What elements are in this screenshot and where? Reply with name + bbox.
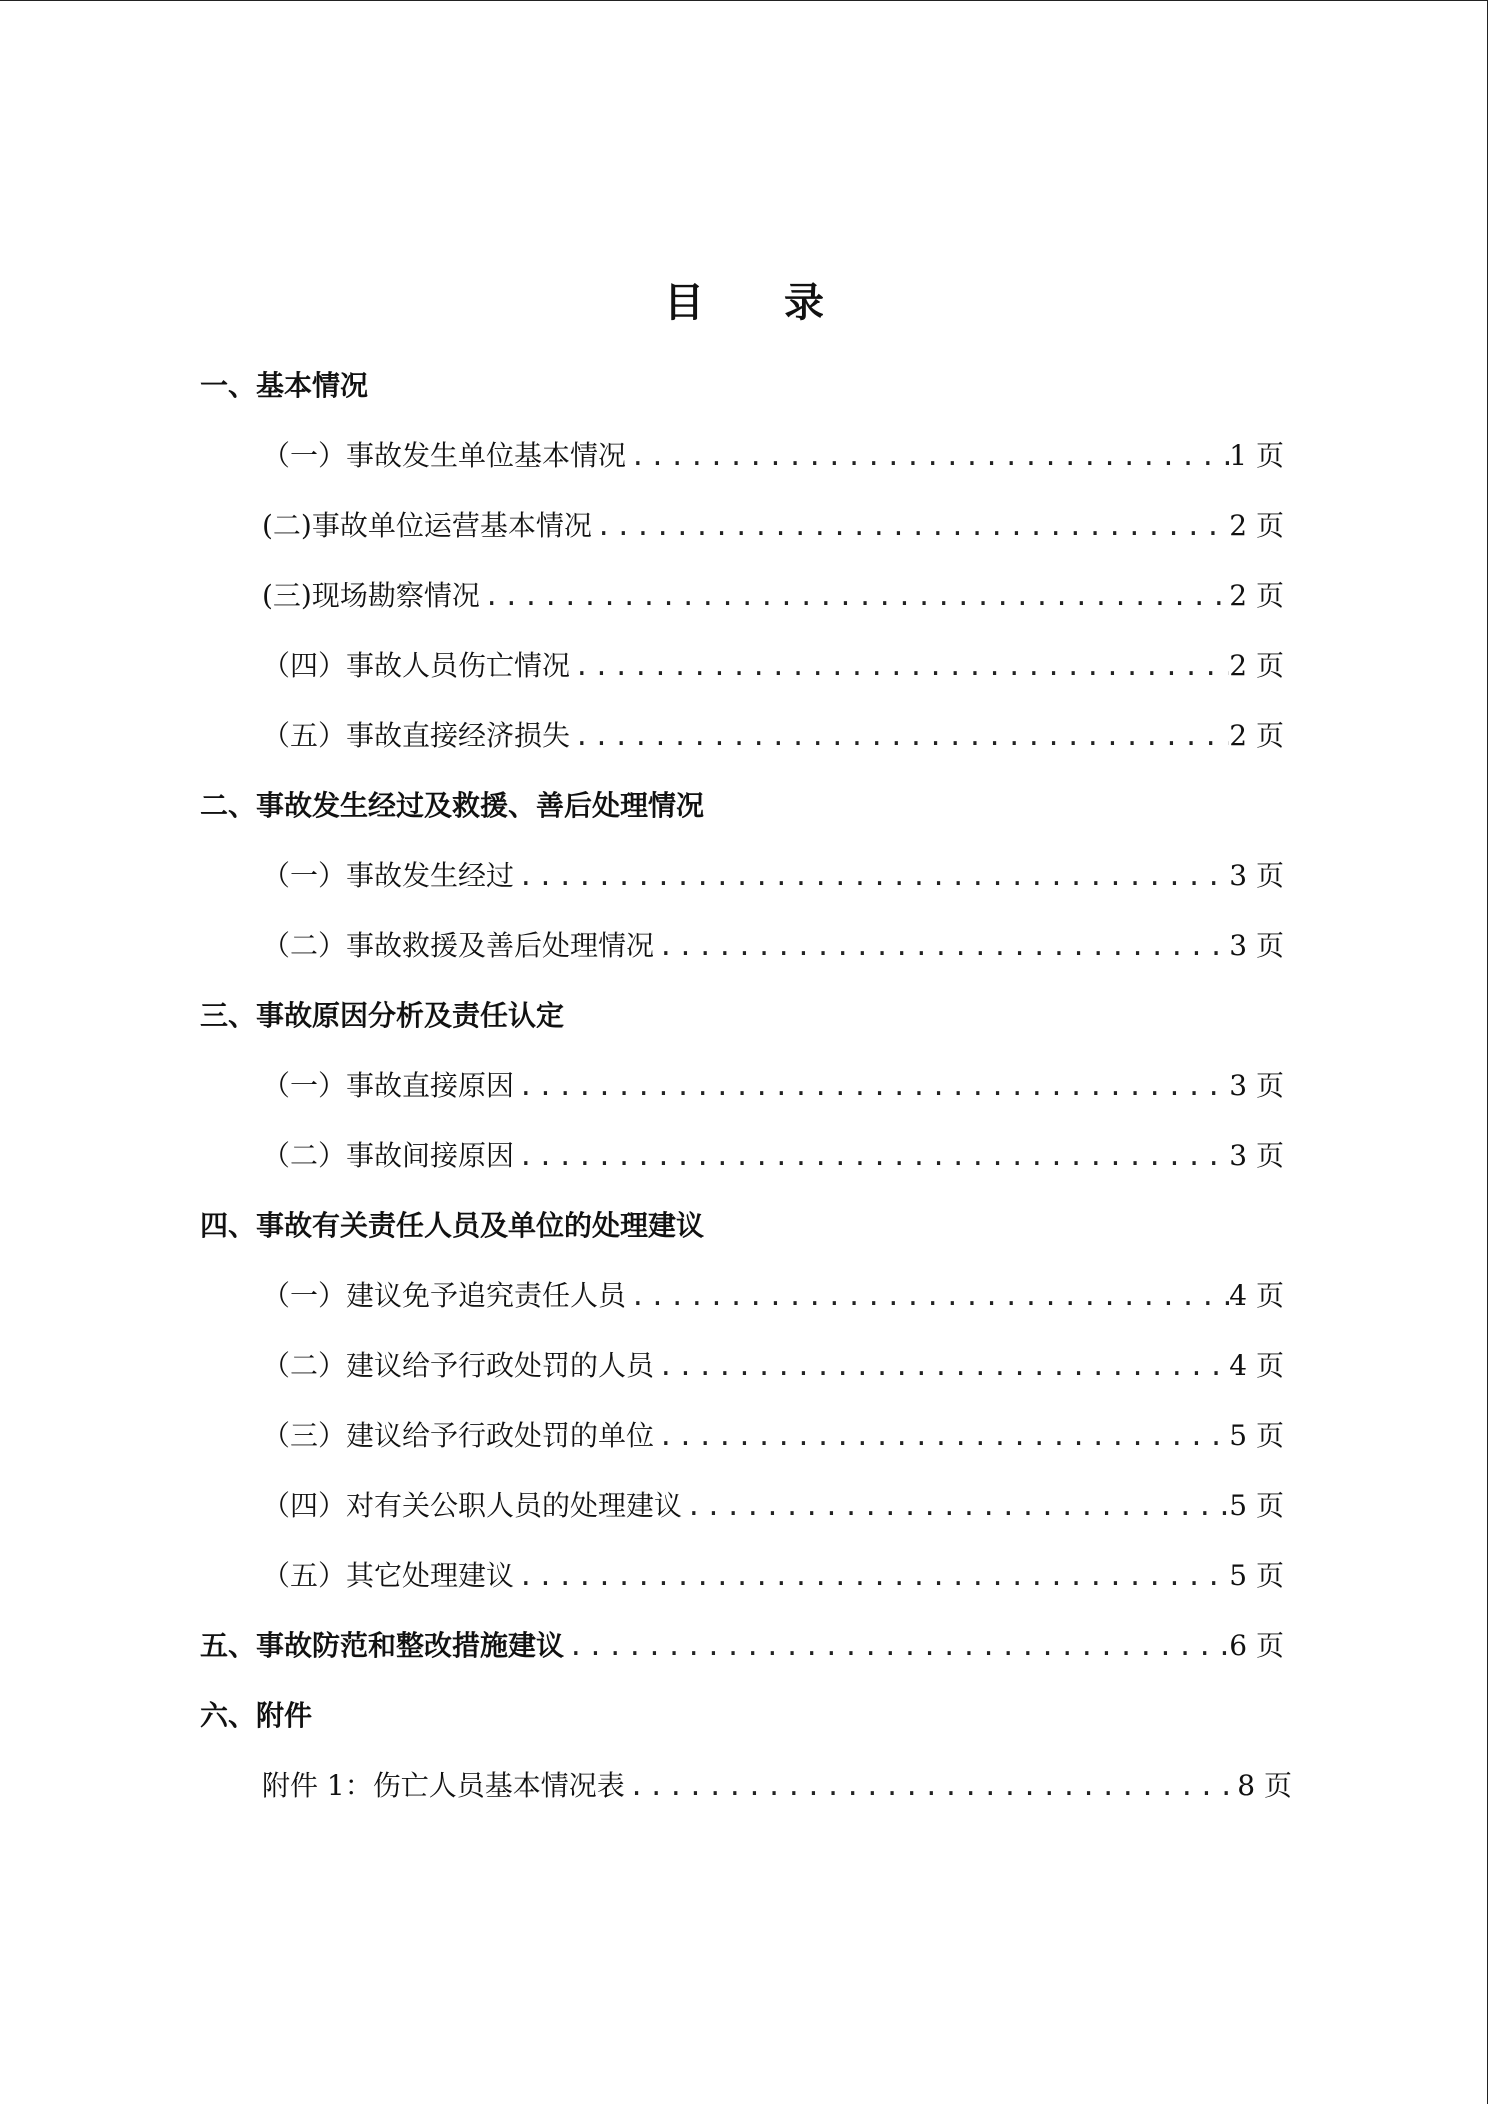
toc-page-number: 5 页: [1229, 1559, 1284, 1592]
toc-page-number: 5 页: [1229, 1419, 1284, 1452]
toc-entry-label: （二）建议给予行政处罚的人员: [262, 1349, 655, 1382]
toc-page-number: 2 页: [1229, 579, 1284, 612]
toc-entry[interactable]: [262, 1481, 1284, 1531]
toc-entry-label: （一）事故直接原因: [262, 1069, 515, 1102]
toc-leader-dots: [514, 1132, 1229, 1182]
toc-leader-dots: [480, 572, 1229, 622]
toc-heading-3[interactable]: [200, 991, 564, 1041]
toc-leader-dots: [682, 1482, 1229, 1532]
toc-entry[interactable]: [262, 711, 1284, 761]
toc-page-number: 2 页: [1229, 649, 1284, 682]
toc-heading-5[interactable]: [200, 1621, 1284, 1671]
toc-leader-dots: [564, 1622, 1229, 1672]
toc-entry-label: 附件 1：伤亡人员基本情况表: [262, 1769, 625, 1802]
toc-leader-dots: [514, 1062, 1229, 1112]
toc-heading-1[interactable]: [200, 361, 368, 411]
toc-leader-dots: [592, 502, 1229, 552]
toc-page-number: 1 页: [1229, 439, 1284, 472]
toc-heading-label: 一、基本情况: [200, 369, 369, 402]
toc-entry-label: （五）事故直接经济损失: [262, 719, 571, 752]
toc-page-number: 2 页: [1229, 509, 1284, 542]
toc-entry[interactable]: [262, 571, 1284, 621]
toc-entry-label: (二)事故单位运营基本情况: [262, 509, 592, 542]
toc-leader-dots: [625, 1762, 1238, 1812]
toc-page-number: 2 页: [1229, 719, 1284, 752]
toc-entry-label: （三）建议给予行政处罚的单位: [262, 1419, 655, 1452]
toc-entry[interactable]: [262, 1411, 1284, 1461]
toc-leader-dots: [626, 432, 1229, 482]
toc-entry-label: （一）事故发生单位基本情况: [262, 439, 627, 472]
toc-leader-dots: [570, 712, 1229, 762]
toc-page-number: 3 页: [1229, 929, 1284, 962]
toc-entry-label: （二）事故间接原因: [262, 1139, 515, 1172]
toc-page-number: 6 页: [1229, 1629, 1284, 1662]
toc-entry-label: (三)现场勘察情况: [262, 579, 480, 612]
toc-entry[interactable]: [262, 1061, 1284, 1111]
toc-entry-label: （四）对有关公职人员的处理建议: [262, 1489, 683, 1522]
toc-title-right: 录: [784, 280, 824, 326]
toc-title-left: 目: [664, 280, 704, 326]
toc-heading-label: 三、事故原因分析及责任认定: [200, 999, 565, 1032]
toc-entry-label: （五）其它处理建议: [262, 1559, 515, 1592]
toc-heading-4[interactable]: [200, 1201, 704, 1251]
toc-entry[interactable]: [262, 921, 1284, 971]
toc-leader-dots: [514, 1552, 1229, 1602]
toc-page-number: 4 页: [1229, 1279, 1284, 1312]
toc-page-number: 3 页: [1229, 1139, 1284, 1172]
toc-leader-dots: [654, 922, 1229, 972]
toc-leader-dots: [626, 1272, 1229, 1322]
toc-page-number: 3 页: [1229, 1069, 1284, 1102]
toc-entry[interactable]: [262, 431, 1284, 481]
toc-entry[interactable]: [262, 501, 1284, 551]
toc-leader-dots: [570, 642, 1229, 692]
toc-page-number: 4 页: [1229, 1349, 1284, 1382]
toc-leader-dots: [654, 1342, 1229, 1392]
toc-page-number: 3 页: [1229, 859, 1284, 892]
toc-heading-2[interactable]: [200, 781, 704, 831]
toc-entry[interactable]: [262, 851, 1284, 901]
toc-entry-label: （二）事故救援及善后处理情况: [262, 929, 655, 962]
toc-entry[interactable]: [262, 1131, 1284, 1181]
toc-entry[interactable]: [262, 1341, 1284, 1391]
toc-heading-label: 五、事故防范和整改措施建议: [200, 1629, 565, 1662]
toc-page-number: 5 页: [1229, 1489, 1284, 1522]
toc-page-number: 8 页: [1237, 1769, 1292, 1802]
toc-heading-label: 二、事故发生经过及救援、善后处理情况: [200, 789, 705, 822]
toc-entry[interactable]: [262, 1551, 1284, 1601]
toc-heading-label: 四、事故有关责任人员及单位的处理建议: [200, 1209, 705, 1242]
toc-entry-appendix[interactable]: [262, 1761, 1292, 1811]
toc-entry-label: （四）事故人员伤亡情况: [262, 649, 571, 682]
toc-title: [0, 273, 1488, 333]
toc-heading-6[interactable]: [200, 1691, 312, 1741]
toc-leader-dots: [514, 852, 1229, 902]
toc-entry-label: （一）事故发生经过: [262, 859, 515, 892]
toc-leader-dots: [654, 1412, 1229, 1462]
toc-heading-label: 六、附件: [200, 1699, 313, 1732]
toc-entry-label: （一）建议免予追究责任人员: [262, 1279, 627, 1312]
toc-entry[interactable]: [262, 1271, 1284, 1321]
toc-entry[interactable]: [262, 641, 1284, 691]
